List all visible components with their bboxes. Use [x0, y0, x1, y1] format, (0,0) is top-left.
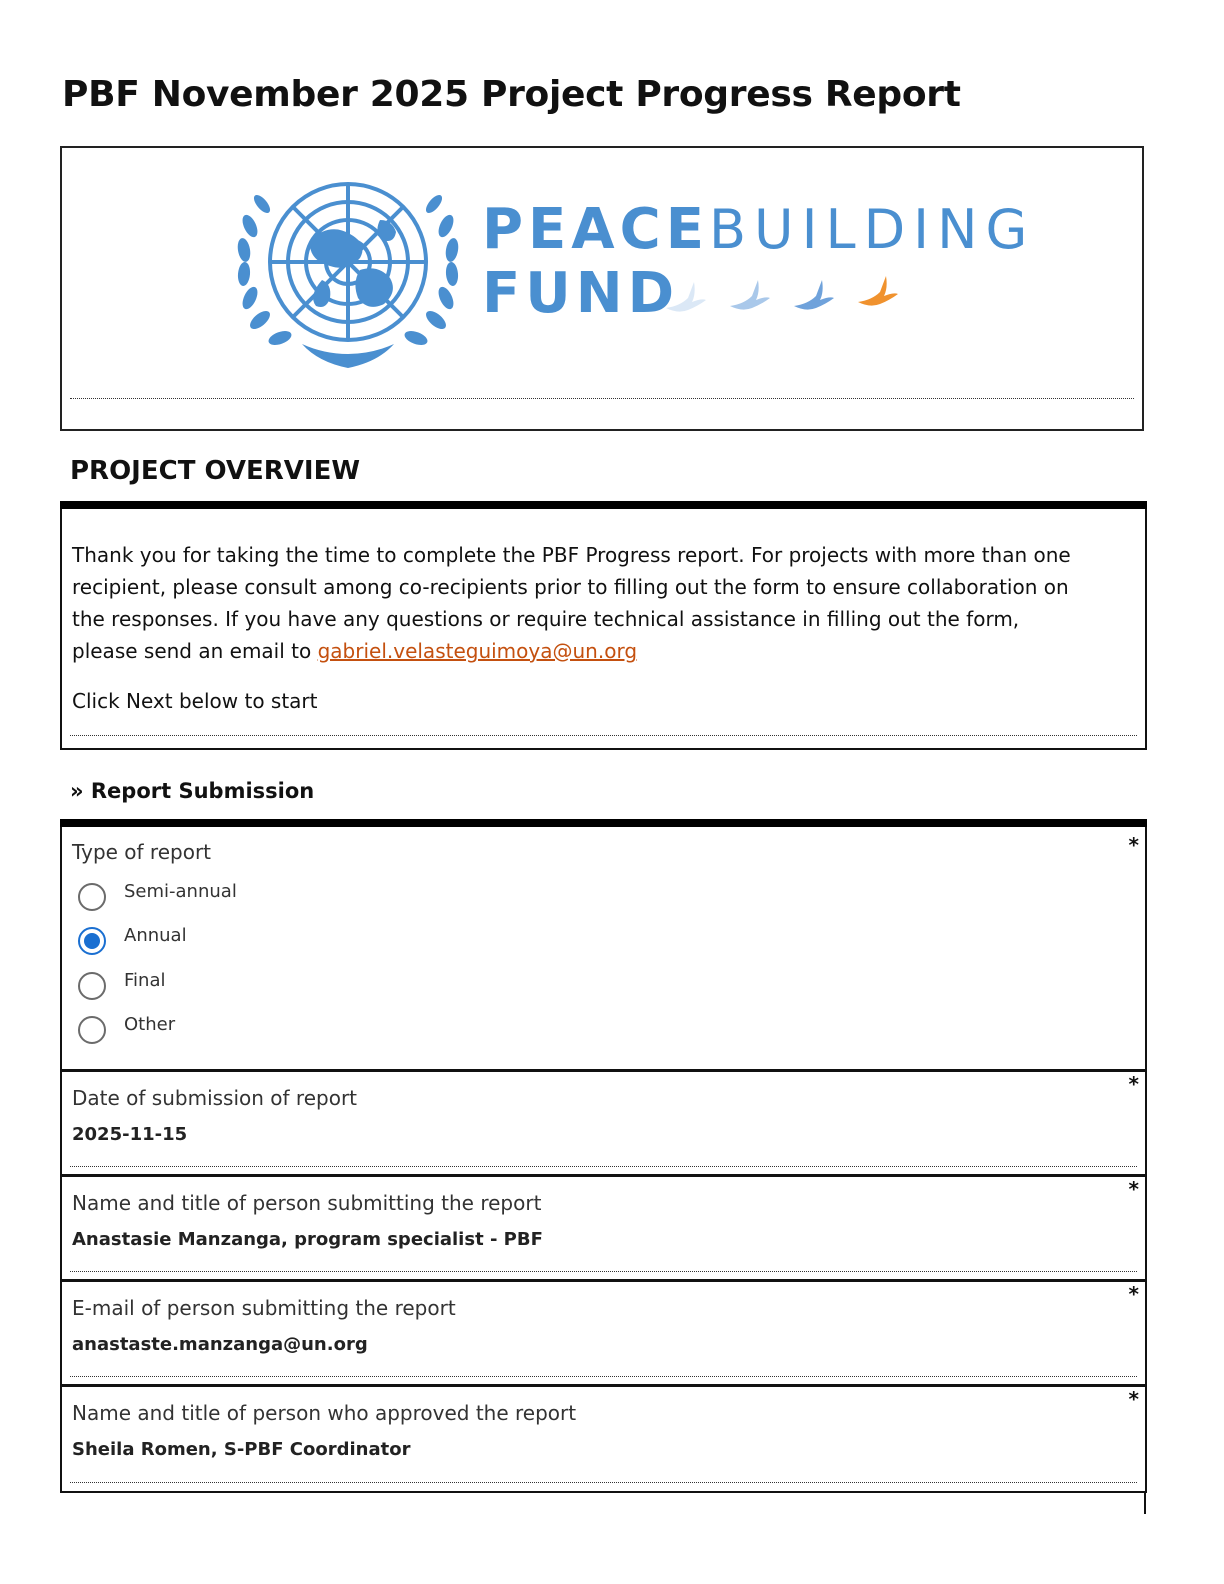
- dove-icons: [662, 268, 912, 322]
- section-bar: [60, 819, 1147, 827]
- divider: [70, 1271, 1137, 1272]
- radio-circle-icon[interactable]: [78, 1016, 106, 1044]
- approver-name-label: Name and title of person who approved the report: [72, 1401, 577, 1425]
- logo-banner: [60, 146, 1144, 431]
- un-emblem-icon: [230, 170, 466, 370]
- page-title: PBF November 2025 Project Progress Report: [62, 74, 961, 115]
- date-label: Date of submission of report: [72, 1086, 358, 1110]
- logo-line-1: [482, 197, 1036, 262]
- logo-word-building: BUILDING: [709, 198, 1036, 261]
- border-continuation: [1144, 1492, 1146, 1514]
- question-type-of-report: [60, 827, 1147, 1071]
- radio-label: Other: [124, 1014, 176, 1035]
- approver-name-value[interactable]: Sheila Romen, S-PBF Coordinator: [72, 1439, 411, 1460]
- divider: [70, 1166, 1137, 1167]
- logo-word-peace: PEACE: [482, 197, 709, 262]
- section-header-project-overview: PROJECT OVERVIEW: [70, 456, 361, 486]
- radio-circle-icon[interactable]: [78, 972, 106, 1000]
- required-mark: *: [1128, 1282, 1139, 1306]
- required-mark: *: [1128, 1072, 1139, 1096]
- required-mark: *: [1128, 1387, 1139, 1411]
- radio-label: Annual: [124, 925, 187, 946]
- section-header-report-submission: » Report Submission: [70, 779, 315, 803]
- intro-body: Thank you for taking the time to complete the PBF Progress report. For projects with more than one recipient, please consult among co-recipients prior to filling out the form to ensure collaboration on the responses. If you have any questions or require technical assistance in filling out the form, please send an email to: [72, 543, 1071, 663]
- section-bar: [60, 501, 1147, 509]
- overview-panel: [60, 509, 1147, 750]
- radio-label: Semi-annual: [124, 881, 237, 902]
- radio-circle-icon[interactable]: [78, 883, 106, 911]
- type-of-report-label: Type of report: [72, 840, 212, 864]
- contact-email-link[interactable]: gabriel.velasteguimoya@un.org: [317, 639, 638, 663]
- submitter-email-label: E-mail of person submitting the report: [72, 1296, 456, 1320]
- radio-label: Final: [124, 970, 166, 991]
- required-mark: *: [1128, 1177, 1139, 1201]
- divider: [70, 398, 1134, 399]
- logo-wordmark: [482, 197, 1036, 326]
- question-submitter-email: [60, 1279, 1147, 1386]
- intro-text: [72, 539, 1082, 667]
- question-submitter-name: [60, 1174, 1147, 1281]
- submitter-email-value[interactable]: anastaste.manzanga@un.org: [72, 1334, 368, 1355]
- submitter-name-label: Name and title of person submitting the report: [72, 1191, 542, 1215]
- required-mark: *: [1128, 833, 1139, 857]
- submitter-name-value[interactable]: Anastasie Manzanga, program specialist - PBF: [72, 1229, 543, 1250]
- click-next-text: Click Next below to start: [72, 689, 318, 713]
- divider: [70, 735, 1137, 736]
- radio-selected-icon[interactable]: [78, 927, 106, 955]
- question-date-of-submission: [60, 1069, 1147, 1176]
- divider: [70, 1482, 1137, 1483]
- divider: [70, 1376, 1137, 1377]
- question-approver-name: [60, 1384, 1147, 1493]
- date-value[interactable]: 2025-11-15: [72, 1124, 188, 1145]
- logo-word-fund: FUND: [482, 261, 680, 326]
